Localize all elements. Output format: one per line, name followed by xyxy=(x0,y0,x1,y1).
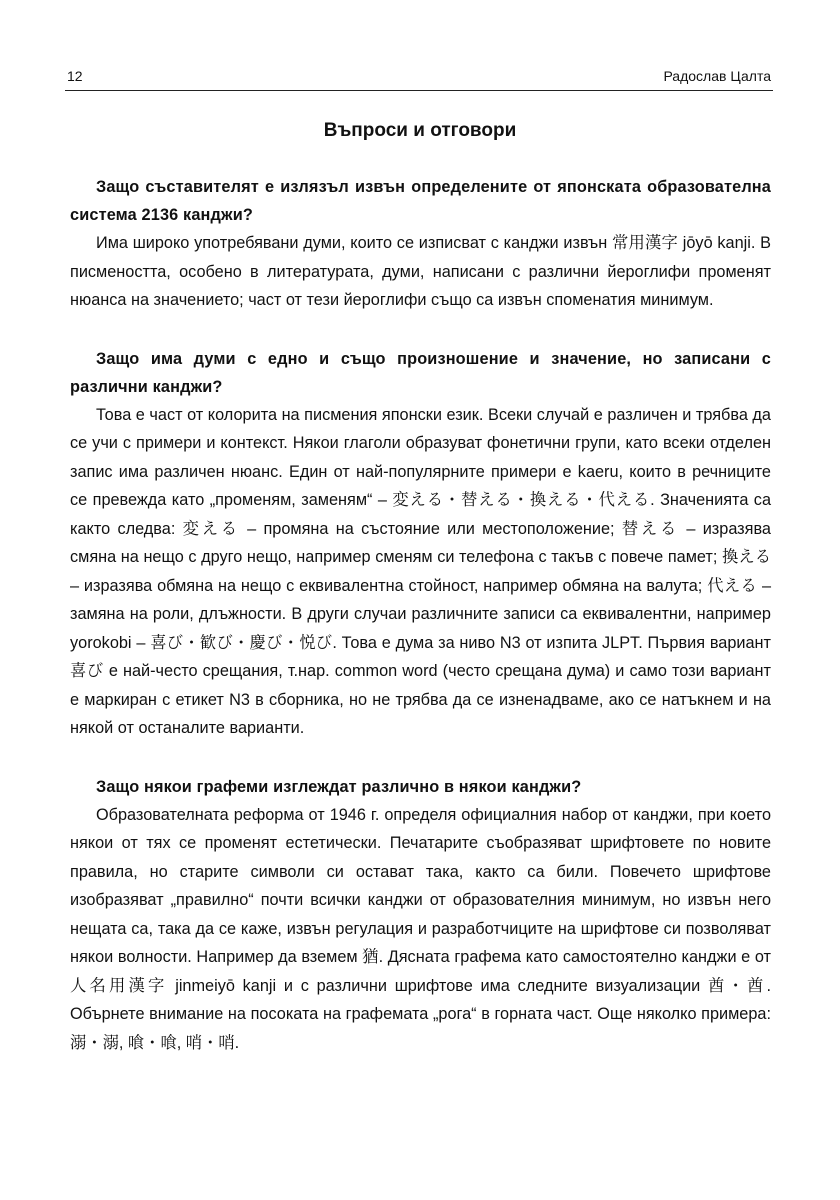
answer-2: Това е част от колорита на писмения японски език. Всеки случай е различен и трябва да се учи с примери и контекст. Някои глаголи образуват фонетични групи, като всеки отделен запис има различен нюанс. Един от най-популярните примери е kaeru, които в речниците се превежда като „променям, заменям“ – 変える・替える・換える・代える. Значенията са както следва: 変える – промяна на състояние или местоположение; 替える – изразява смяна на нещо с друго нещо, например сменям си телефона с такъв с повече памет; 換える – изразява обмяна на нещо с еквивалентна стойност, например обмяна на валута; 代える – замяна на роли, длъжности. В други случаи различните записи са еквивалентни, например yorokobi – 喜び・歓び・慶び・悦び. Това е дума за ниво N3 от изпита JLPT. Първия вариант 喜び е най-често срещания, т.нар. common word (често срещана дума) и само този вариант е маркиран с етикет N3 в сборника, но не трябва да се изненадваме, ако се натъкнем и на някой от останалите варианти. xyxy=(70,405,771,737)
spacer xyxy=(70,743,771,773)
question-3: Защо някои графеми изглеждат различно в някои канджи? xyxy=(96,777,582,796)
question-2: Защо има думи с едно и също произношение и значение, но записани с различни канджи? xyxy=(70,349,771,396)
author-name: Радослав Цалта xyxy=(663,68,771,84)
page-content xyxy=(70,173,771,1057)
spacer xyxy=(70,315,771,345)
page-header xyxy=(65,64,773,91)
answer-1: Има широко употребявани думи, които се изписват с канджи извън 常用漢字 jōyō kanji. В писмеността, особено в литературата, думи, написани с различни йероглифи променят нюанса на значението; част от тези йероглифи също са извън споменатия минимум. xyxy=(70,234,771,309)
answer-3: Образователната реформа от 1946 г. определя официалния набор от канджи, при което някои от тях се променят естетически. Печатарите съобразяват шрифтовете по новите правила, но старите символи си остават така, както са били. Повечето шрифтове изобразяват „правилно“ почти всички канджи от образователния минимум, но извън него нещата са, така да се каже, извън регулация и разработчиците на шрифтове си позволяват някои волности. Например да вземем 猶. Дясната графема като самостоятелно канджи е от 人名用漢字 jinmeiyō kanji и с различни шрифтове има следните визуализации 酋・酋. Обърнете внимание на посоката на графемата „рога“ в горната част. Още няколко примера: 溺・溺, 喰・喰, 哨・哨. xyxy=(70,805,771,1052)
question-1: Защо съставителят е излязъл извън определените от японската образователна система 2136 канджи? xyxy=(70,178,771,224)
page-number: 12 xyxy=(67,68,83,84)
section-title: Въпроси и отговори xyxy=(323,120,517,141)
